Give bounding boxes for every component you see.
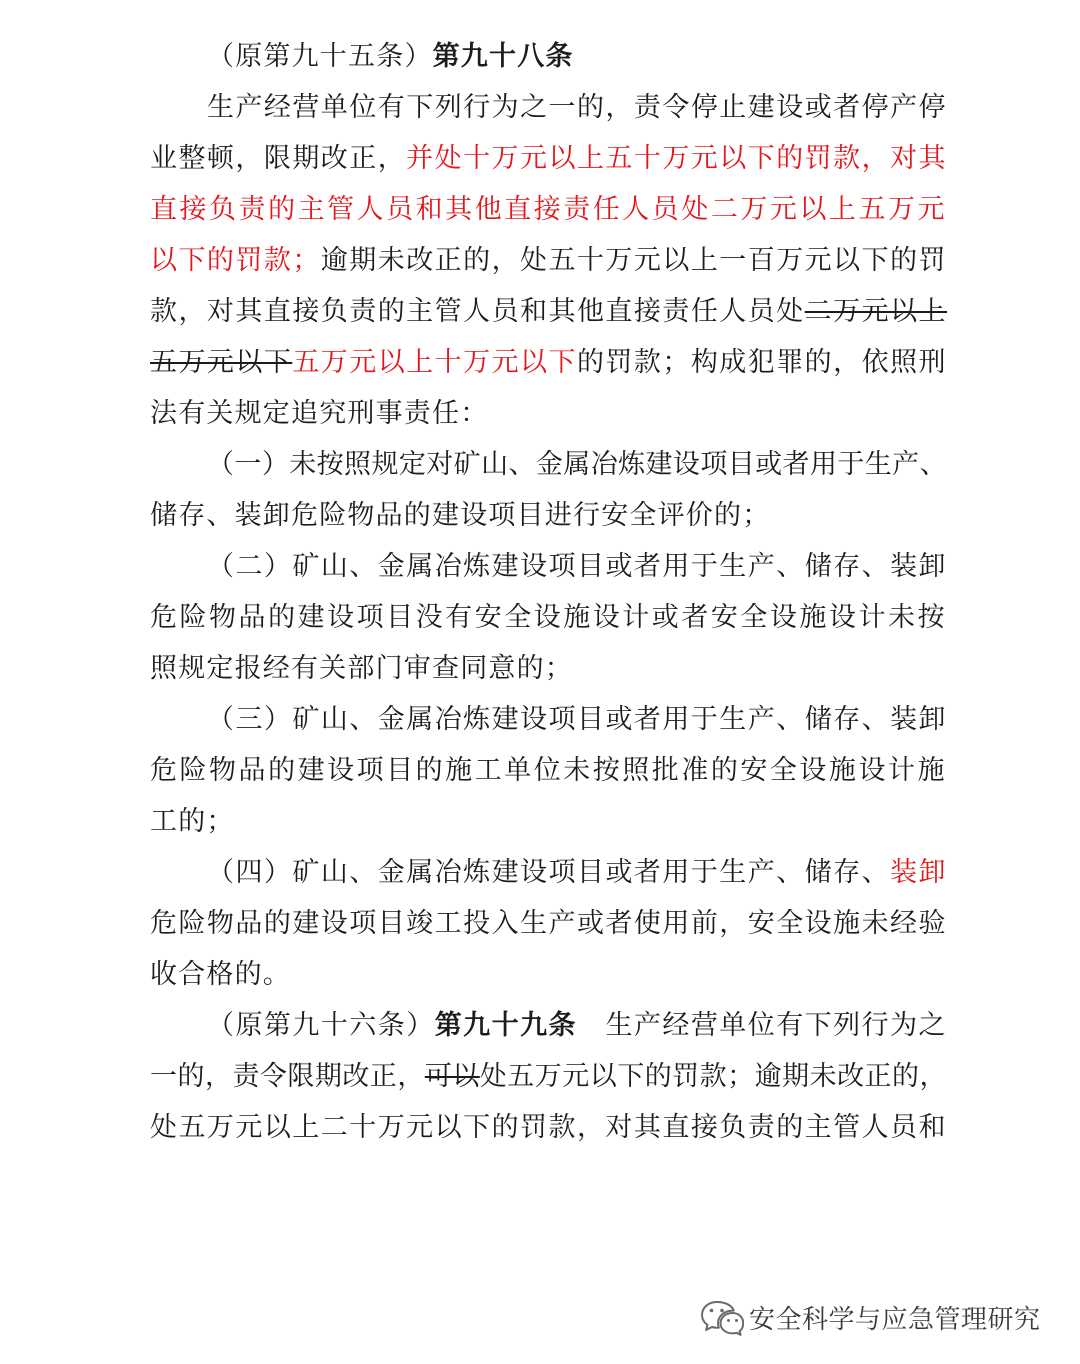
deleted-text: 二万元以上 bbox=[804, 296, 947, 327]
text-run: 照规定报经有关部门审查同意的； bbox=[150, 653, 573, 684]
text-line bbox=[150, 694, 947, 745]
text-run: （三）矿山、金属冶炼建设项目或者用于生产、储存、装卸 bbox=[207, 704, 947, 735]
text-run: （一）未按照规定对矿山、金属冶炼建设项目或者用于生产、 bbox=[207, 449, 947, 480]
text-line bbox=[150, 133, 947, 184]
text-run: 危险物品的建设项目的施工单位未按照批准的安全设施设计施 bbox=[150, 755, 947, 786]
document-body bbox=[150, 31, 947, 1153]
deleted-text: 可以 bbox=[424, 1061, 480, 1092]
article-98-heading bbox=[150, 31, 947, 82]
text-line bbox=[150, 541, 947, 592]
text-line bbox=[150, 1000, 947, 1051]
text-run: 危险物品的建设项目竣工投入生产或者使用前，安全设施未经验 bbox=[150, 908, 947, 939]
added-text: 直接负责的主管人员和其他直接责任人员处二万元以上五万元 bbox=[150, 194, 947, 225]
text-line bbox=[150, 82, 947, 133]
text-run: 收合格的。 bbox=[150, 959, 291, 990]
text-line bbox=[150, 1102, 947, 1153]
article-99-body bbox=[150, 1000, 947, 1153]
text-line bbox=[150, 184, 947, 235]
text-run: 生产经营单位有下列行为之一的，责令停止建设或者停产停 bbox=[207, 92, 947, 123]
text-run: 一的，责令限期改正， bbox=[150, 1061, 425, 1092]
text-line bbox=[150, 796, 947, 847]
text-run: 款，对其直接负责的主管人员和其他直接责任人员处 bbox=[150, 296, 805, 327]
added-text: 以下的罚款； bbox=[150, 245, 321, 276]
text-line bbox=[150, 949, 947, 1000]
text-run: 法有关规定追究刑事责任： bbox=[150, 398, 489, 429]
deleted-text: 五万元以下 bbox=[150, 347, 293, 378]
text-line bbox=[150, 31, 947, 82]
text-run: 工的； bbox=[150, 806, 235, 837]
added-text: 五万元以上十万元以下 bbox=[292, 347, 577, 378]
clause-1 bbox=[150, 439, 947, 541]
text-run: 生产经营单位有下列行为之 bbox=[577, 1010, 947, 1041]
added-text: 装卸 bbox=[890, 857, 947, 888]
article-number: 第九十八条 bbox=[432, 41, 574, 72]
clause-2 bbox=[150, 541, 947, 694]
text-line bbox=[150, 745, 947, 796]
clause-3 bbox=[150, 694, 947, 847]
text-run: （原第九十五条） bbox=[207, 41, 433, 72]
text-run: （四）矿山、金属冶炼建设项目或者用于生产、储存、 bbox=[207, 857, 891, 888]
added-text: 并处十万元以上五十万元以下的罚款，对其 bbox=[406, 143, 947, 174]
text-run: 储存、装卸危险物品的建设项目进行安全评价的； bbox=[150, 500, 771, 531]
text-run: 逾期未改正的，处五十万元以上一百万元以下的罚 bbox=[320, 245, 948, 276]
text-run: （原第九十六条） bbox=[207, 1010, 435, 1041]
wechat-icon bbox=[700, 1297, 744, 1337]
text-line bbox=[150, 235, 947, 286]
text-line bbox=[150, 592, 947, 643]
text-line bbox=[150, 847, 947, 898]
text-run: 处五万元以上二十万元以下的罚款，对其直接负责的主管人员和 bbox=[150, 1112, 947, 1143]
text-line bbox=[150, 439, 947, 490]
text-line bbox=[150, 286, 947, 337]
text-run: 危险物品的建设项目没有安全设施设计或者安全设施设计未按 bbox=[150, 602, 947, 633]
clause-4 bbox=[150, 847, 947, 1000]
text-line bbox=[150, 898, 947, 949]
text-line bbox=[150, 1051, 947, 1102]
text-run: （二）矿山、金属冶炼建设项目或者用于生产、储存、装卸 bbox=[207, 551, 947, 582]
watermark-text: 安全科学与应急管理研究 bbox=[749, 1304, 1041, 1335]
watermark bbox=[700, 1295, 1041, 1339]
text-line bbox=[150, 337, 947, 388]
article-98-body bbox=[150, 82, 947, 439]
text-line bbox=[150, 490, 947, 541]
text-line bbox=[150, 643, 947, 694]
text-run: 的罚款；构成犯罪的，依照刑 bbox=[576, 347, 947, 378]
text-line bbox=[150, 388, 947, 439]
text-run: 业整顿，限期改正， bbox=[150, 143, 407, 174]
text-run: 处五万元以下的罚款；逾期未改正的， bbox=[479, 1061, 947, 1092]
article-number: 第九十九条 bbox=[434, 1010, 577, 1041]
